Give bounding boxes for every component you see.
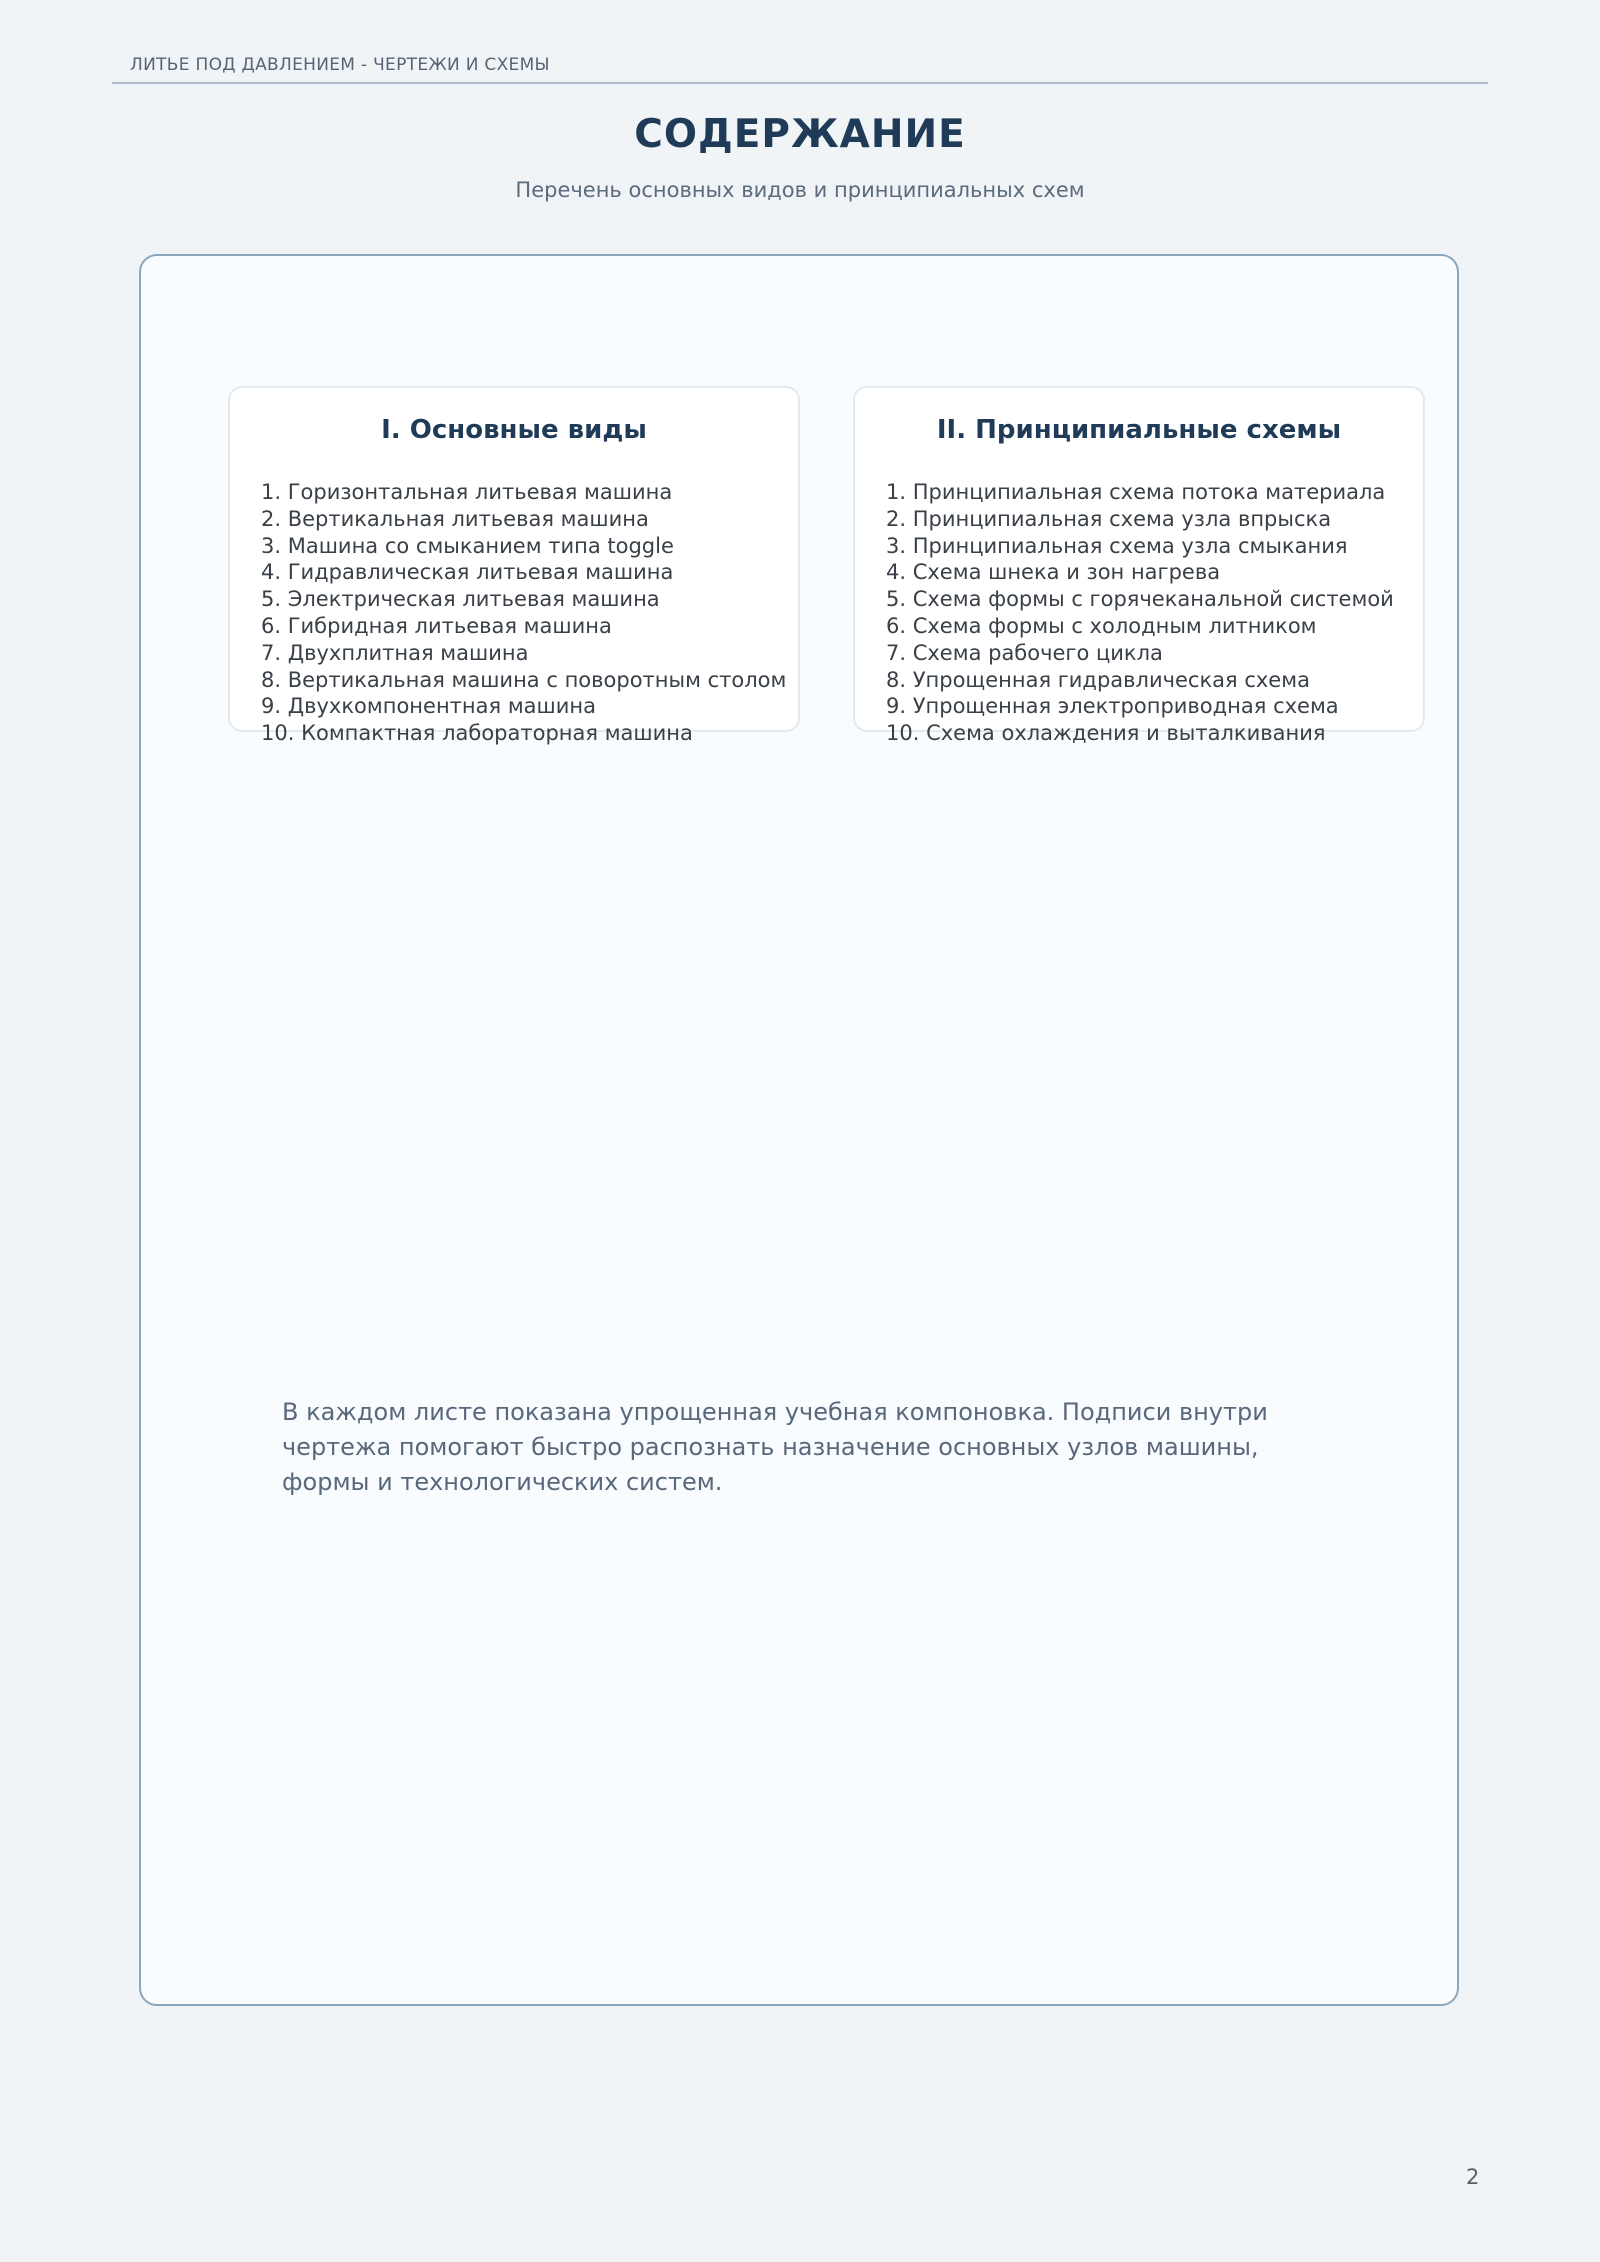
note-line: В каждом листе показана упрощенная учебная компоновка. Подписи внутри: [282, 1398, 1268, 1426]
page-title: СОДЕРЖАНИЕ: [634, 112, 966, 157]
toc-item: 9. Упрощенная электроприводная схема: [886, 694, 1339, 719]
toc-list: [261, 479, 786, 747]
toc-item: 8. Вертикальная машина с поворотным столом: [261, 667, 787, 692]
toc-item: 6. Гибридная литьевая машина: [261, 613, 612, 638]
toc-item: 1. Принципиальная схема потока материала: [886, 480, 1386, 504]
toc-item: 5. Электрическая литьевая машина: [261, 587, 660, 612]
toc-list: [886, 479, 1394, 747]
toc-item: 7. Двухплитная машина: [261, 640, 529, 665]
header-divider: [112, 82, 1488, 84]
section-heading: II. Принципиальные схемы: [936, 415, 1342, 445]
toc-item: 7. Схема рабочего цикла: [886, 640, 1163, 665]
toc-section-schematics: [853, 386, 1425, 746]
toc-item: 5. Схема формы с горячеканальной системой: [886, 587, 1394, 612]
toc-item: 4. Схема шнека и зон нагрева: [886, 560, 1221, 585]
toc-item: 4. Гидравлическая литьевая машина: [261, 560, 674, 585]
toc-section-main-views: [228, 386, 800, 746]
note-paragraph: [282, 1395, 1322, 1500]
running-header: ЛИТЬЕ ПОД ДАВЛЕНИЕМ - ЧЕРТЕЖИ И СХЕМЫ: [130, 55, 550, 75]
toc-item: 3. Машина со смыканием типа toggle: [261, 533, 674, 558]
toc-item: 2. Принципиальная схема узла впрыска: [886, 506, 1332, 531]
section-heading: I. Основные виды: [381, 415, 647, 445]
toc-item: 6. Схема формы с холодным литником: [886, 613, 1317, 638]
toc-item: 3. Принципиальная схема узла смыкания: [886, 533, 1348, 558]
toc-item: 10. Компактная лабораторная машина: [261, 721, 693, 746]
toc-item: 2. Вертикальная литьевая машина: [261, 506, 649, 531]
page-number: 2: [1466, 2165, 1480, 2189]
toc-item: 9. Двухкомпонентная машина: [261, 694, 596, 719]
toc-item: 10. Схема охлаждения и выталкивания: [886, 721, 1326, 746]
page-subtitle: Перечень основных видов и принципиальных схем: [515, 178, 1085, 202]
note-line: формы и технологических систем.: [282, 1468, 723, 1496]
note-line: чертежа помогают быстро распознать назначение основных узлов машины,: [282, 1433, 1259, 1461]
toc-item: 8. Упрощенная гидравлическая схема: [886, 667, 1310, 692]
toc-item: 1. Горизонтальная литьевая машина: [261, 480, 673, 504]
